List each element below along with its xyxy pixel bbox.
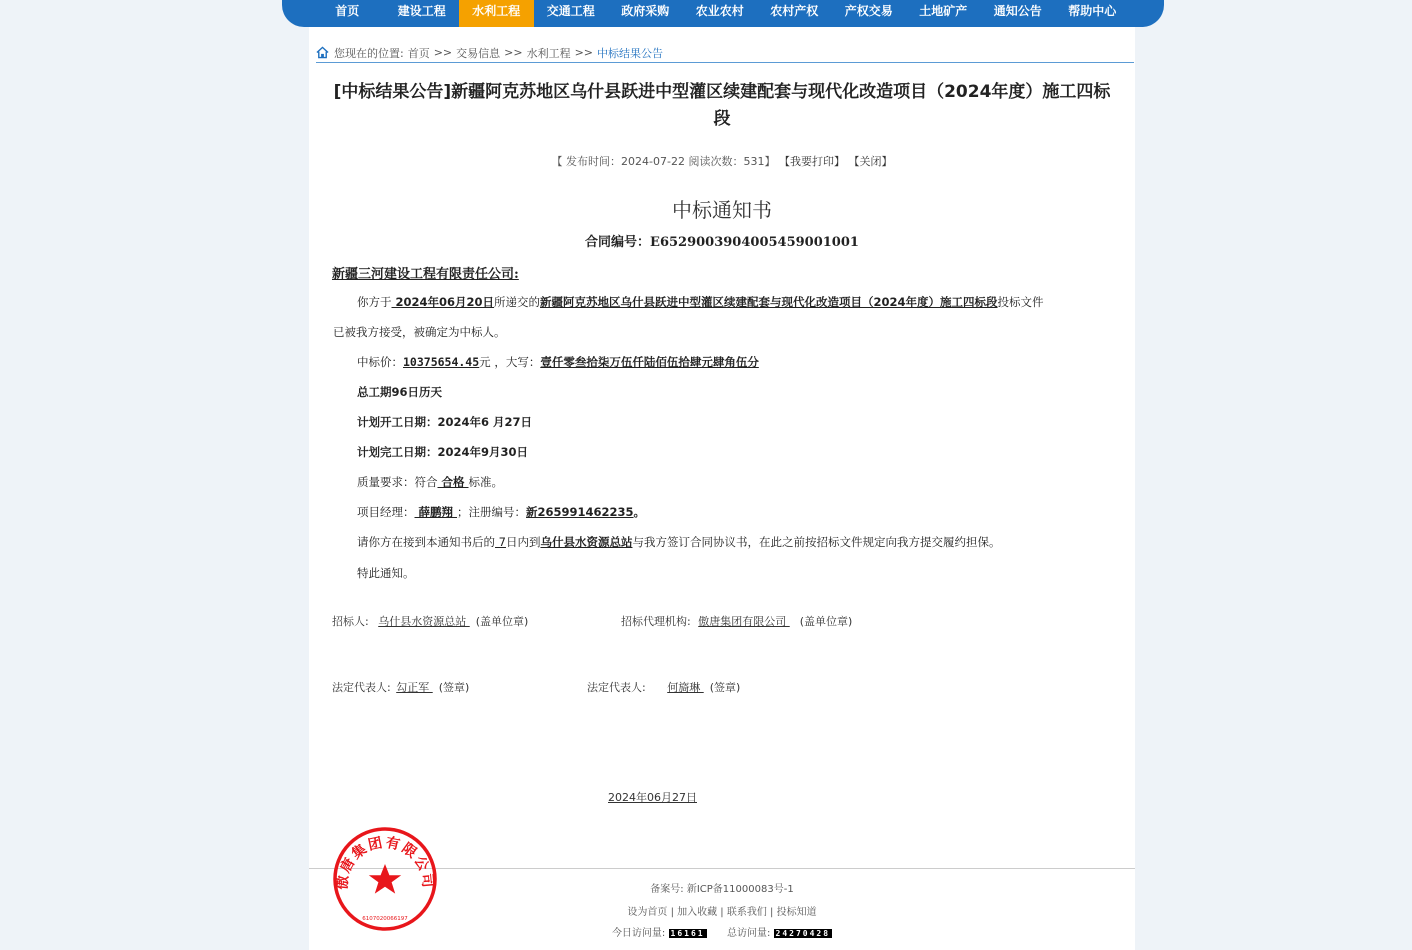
nav-item[interactable]: 土地矿产 <box>919 4 968 18</box>
manager-name: 薛鹏翔 <box>414 505 458 519</box>
text: ；注册编号： <box>457 505 527 519</box>
content-panel <box>309 27 1135 950</box>
article-title <box>309 79 1135 133</box>
nav-item[interactable]: 建设工程 <box>397 4 446 18</box>
addressee: 新疆三河建设工程有限责任公司: <box>332 267 519 282</box>
rep1-line <box>332 679 469 695</box>
sign-instruction <box>357 534 1000 550</box>
project-name: 新疆阿克苏地区乌什县跃进中型灌区续建配套与现代化改造项目（2024年度）施工四标段 <box>540 295 998 309</box>
notice-heading: 中标通知书 <box>672 198 772 222</box>
breadcrumb-sep: >> <box>504 46 523 59</box>
breadcrumb-water[interactable]: 水利工程 <box>526 46 571 60</box>
quality-value: 合格 <box>437 475 469 489</box>
manager-line <box>357 504 645 520</box>
agent-label: 招标代理机构: <box>621 615 691 628</box>
add-favorite-link[interactable]: 加入收藏 <box>677 907 718 918</box>
agent-name: 傲唐集团有限公司 <box>698 615 790 628</box>
text: 请你方在接到本通知书后的 <box>357 535 495 549</box>
text: 与我方签订合同协议书，在此之前按招标文件规定向我方提交履约担保。 <box>632 535 1001 549</box>
closing: 特此通知。 <box>357 566 415 580</box>
price-label: 中标价： <box>357 355 403 369</box>
rep1-label: 法定代表人: <box>332 681 391 694</box>
breadcrumb-current[interactable]: 中标结果公告 <box>597 46 664 60</box>
agent-line <box>621 613 852 629</box>
article-title-line2: 段 <box>713 109 731 129</box>
print-link[interactable]: 【我要打印】 <box>778 155 845 168</box>
nav-item[interactable]: 交通工程 <box>546 4 595 18</box>
home-icon <box>316 46 329 59</box>
nav-item[interactable]: 产权交易 <box>844 4 893 18</box>
tenderer-stamp: (盖单位章) <box>475 615 529 628</box>
agent-stamp: (盖单位章) <box>799 615 853 628</box>
total-visits-label: 总访问量: <box>726 928 771 939</box>
nav-item[interactable]: 帮助中心 <box>1068 4 1117 18</box>
today-visits-counter: 16161 <box>670 928 705 938</box>
submission-date: 2024年06月20日 <box>391 295 495 309</box>
nav-item[interactable]: 农村产权 <box>770 4 819 18</box>
nav-item[interactable]: 农业农村 <box>695 4 744 18</box>
rep2-name: 何旖琳 <box>667 681 704 694</box>
text: 质量要求：符合 <box>357 475 438 489</box>
today-visits-label: 今日访问量: <box>611 928 666 939</box>
contract-number: 合同编号：E6529003904005459001001 <box>585 235 859 250</box>
text: 所递交的 <box>494 295 541 309</box>
bid-guide-link[interactable]: 投标知道 <box>776 907 817 918</box>
breadcrumb-prefix: 您现在的位置: <box>334 46 404 60</box>
registration-number: 新265991462235 <box>526 505 634 519</box>
text: 投标文件 <box>997 295 1044 309</box>
duration: 总工期96日历天 <box>357 385 443 399</box>
price-value: 10375654.45 <box>403 355 480 369</box>
price-words: 壹仟零叁拾柒万伍仟陆佰伍拾肆元肆角伍分 <box>540 355 759 369</box>
quality-line <box>357 474 503 490</box>
breadcrumb-sep: >> <box>433 46 453 59</box>
top-nav <box>282 0 1164 27</box>
breadcrumb-sep: >> <box>574 46 594 59</box>
total-visits-counter: 24270428 <box>775 928 831 938</box>
text: 标准。 <box>468 475 504 489</box>
article-meta <box>309 153 1135 169</box>
rep2-stamp: (签章) <box>709 681 741 694</box>
paragraph-submission <box>357 294 1044 310</box>
rep2-label: 法定代表人: <box>587 681 646 694</box>
tenderer-line <box>332 613 528 629</box>
breadcrumb <box>316 43 1134 63</box>
article-title-line1: [中标结果公告]新疆阿克苏地区乌什县跃进中型灌区续建配套与现代化改造项目（2024年度）施工四标 <box>333 82 1111 102</box>
breadcrumb-home[interactable]: 首页 <box>407 46 430 60</box>
tenderer-label: 招标人: <box>332 615 369 628</box>
bid-price-line <box>357 354 759 370</box>
breadcrumb-trade-info[interactable]: 交易信息 <box>456 46 501 60</box>
price-unit: 元 ，大写： <box>479 355 541 369</box>
end-date: 计划完工日期：2024年9月30日 <box>357 445 529 459</box>
nav-items <box>310 0 1130 27</box>
icp-number: 备案号: 新ICP备11000083号-1 <box>650 884 794 895</box>
close-link[interactable]: 【关闭】 <box>848 155 893 168</box>
rep1-stamp: (签章) <box>438 681 470 694</box>
rep2-line <box>587 679 740 695</box>
svg-text:傲唐集团有限公司: 傲唐集团有限公司 <box>334 834 436 891</box>
text: 你方于 <box>357 295 392 309</box>
paragraph-accepted: 已被我方接受，被确定为中标人。 <box>333 325 506 339</box>
sign-days: 7 <box>495 535 506 549</box>
nav-item[interactable]: 通知公告 <box>993 4 1042 18</box>
tenderer-name: 乌什县水资源总站 <box>378 615 470 628</box>
nav-item[interactable]: 首页 <box>335 4 360 18</box>
company-seal <box>332 826 438 932</box>
contact-link[interactable]: 联系我们 <box>726 907 767 918</box>
sign-place: 乌什县水资源总站 <box>540 535 633 549</box>
notice-date: 2024年06月27日 <box>608 791 697 804</box>
svg-text:6107020066197: 6107020066197 <box>362 916 408 922</box>
text: 日内到 <box>505 535 541 549</box>
footer-links: 设为首页 | 加入收藏 | 联系我们 | 投标知道 <box>627 907 817 918</box>
nav-item[interactable]: 水利工程 <box>459 0 534 27</box>
set-homepage-link[interactable]: 设为首页 <box>627 907 668 918</box>
publish-info: 【 发布时间：2024-07-22 阅读次数：531】 <box>551 155 776 168</box>
start-date: 计划开工日期：2024年6 月27日 <box>357 415 533 429</box>
text: 。 <box>633 505 646 519</box>
nav-item[interactable]: 政府采购 <box>621 4 670 18</box>
text: 项目经理： <box>357 505 415 519</box>
rep1-name: 勾正军 <box>396 681 433 694</box>
